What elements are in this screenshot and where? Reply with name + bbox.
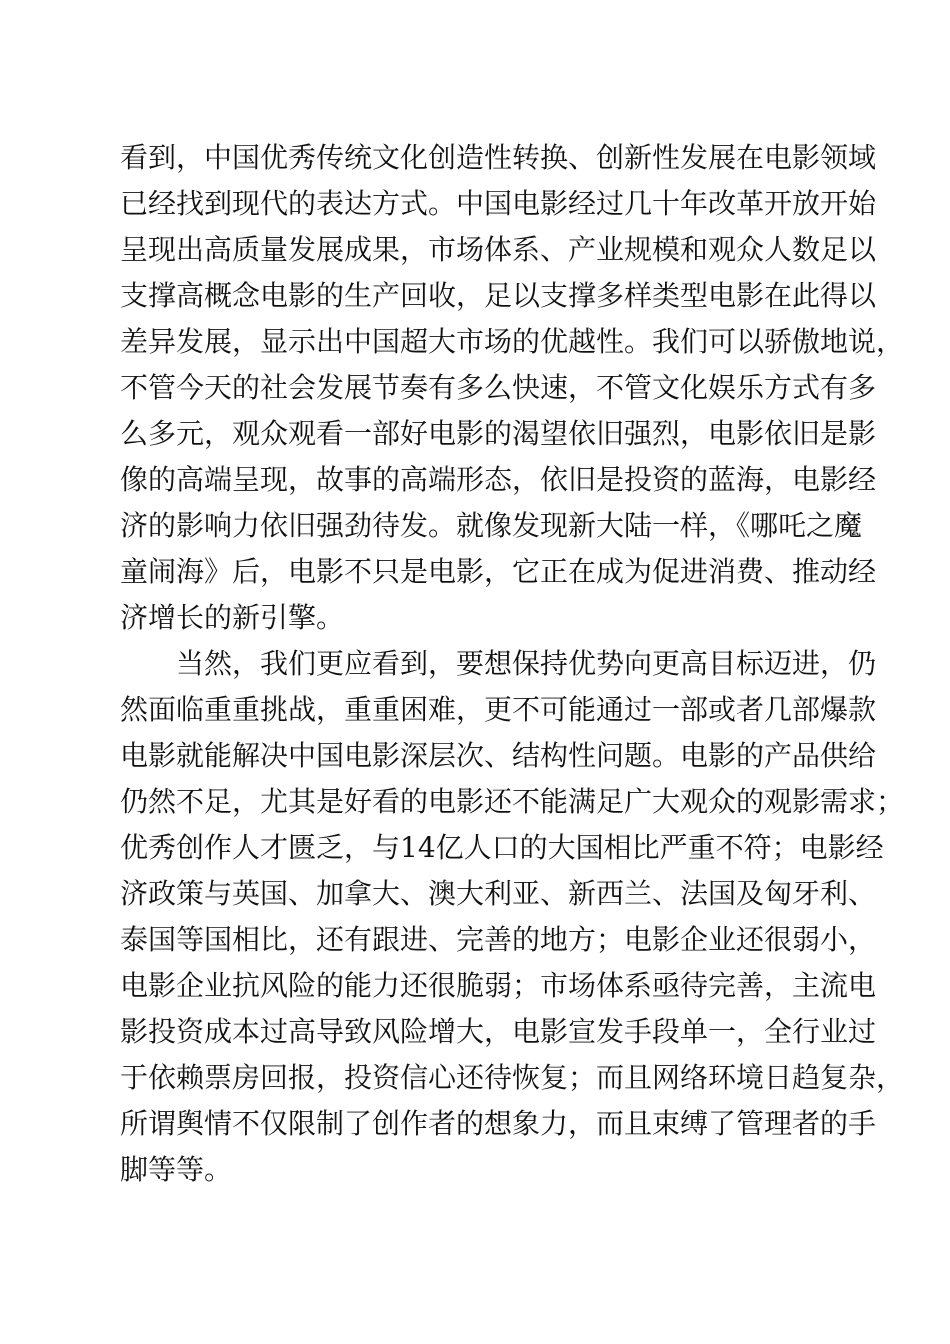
paragraph-1-line-10: 童闹海》后，电影不只是电影，它正在成为促进消费、推动经 [120, 555, 877, 588]
paragraph-1-line-2: 已经找到现代的表达方式。中国电影经过几十年改革开放开始 [120, 187, 877, 220]
paragraph-1-line-5: 差异发展，显示出中国超大市场的优越性。我们可以骄傲地说， [120, 325, 905, 358]
paragraph-2-line-2: 然面临重重挑战，重重困难，更不可能通过一部或者几部爆款 [120, 693, 877, 726]
paragraph-2-line-9: 影投资成本过高导致风险增大，电影宣发手段单一，全行业过 [120, 1015, 877, 1048]
paragraph-1-line-11: 济增长的新引擎。 [120, 601, 345, 634]
paragraph-2-line-11: 所谓舆情不仅限制了创作者的想象力，而且束缚了管理者的手 [120, 1107, 877, 1140]
paragraph-2-line-12: 脚等等。 [120, 1153, 233, 1186]
paragraph-1-line-1: 看到，中国优秀传统文化创造性转换、创新性发展在电影领域 [120, 141, 877, 174]
paragraph-1-line-4: 支撑高概念电影的生产回收，足以支撑多样类型电影在此得以 [120, 279, 877, 312]
paragraph-1-line-6: 不管今天的社会发展节奏有多么快速，不管文化娱乐方式有多 [120, 371, 877, 404]
paragraph-2-line-10: 于依赖票房回报，投资信心还待恢复；而且网络环境日趋复杂， [120, 1061, 905, 1094]
paragraph-1-line-8: 像的高端呈现，故事的高端形态，依旧是投资的蓝海，电影经 [120, 463, 877, 496]
paragraph-2-line-6: 济政策与英国、加拿大、澳大利亚、新西兰、法国及匈牙利、 [120, 877, 877, 910]
paragraph-2-line-1: 当然，我们更应看到，要想保持优势向更高目标迈进，仍 [176, 647, 877, 680]
paragraph-2-line-5: 优秀创作人才匮乏，与14亿人口的大国相比严重不符；电影经 [120, 831, 884, 864]
paragraph-2-line-7: 泰国等国相比，还有跟进、完善的地方；电影企业还很弱小， [120, 923, 877, 956]
paragraph-1-line-7: 么多元，观众观看一部好电影的渴望依旧强烈，电影依旧是影 [120, 417, 877, 450]
paragraph-2-line-8: 电影企业抗风险的能力还很脆弱；市场体系亟待完善，主流电 [120, 969, 877, 1002]
paragraph-2-line-4: 仍然不足，尤其是好看的电影还不能满足广大观众的观影需求； [120, 785, 905, 818]
paragraph-1-line-9: 济的影响力依旧强劲待发。就像发现新大陆一样，《哪吒之魔 [120, 509, 863, 542]
paragraph-2-line-3: 电影就能解决中国电影深层次、结构性问题。电影的产品供给 [120, 739, 877, 772]
paragraph-1-line-3: 呈现出高质量发展成果，市场体系、产业规模和观众人数足以 [120, 233, 877, 266]
